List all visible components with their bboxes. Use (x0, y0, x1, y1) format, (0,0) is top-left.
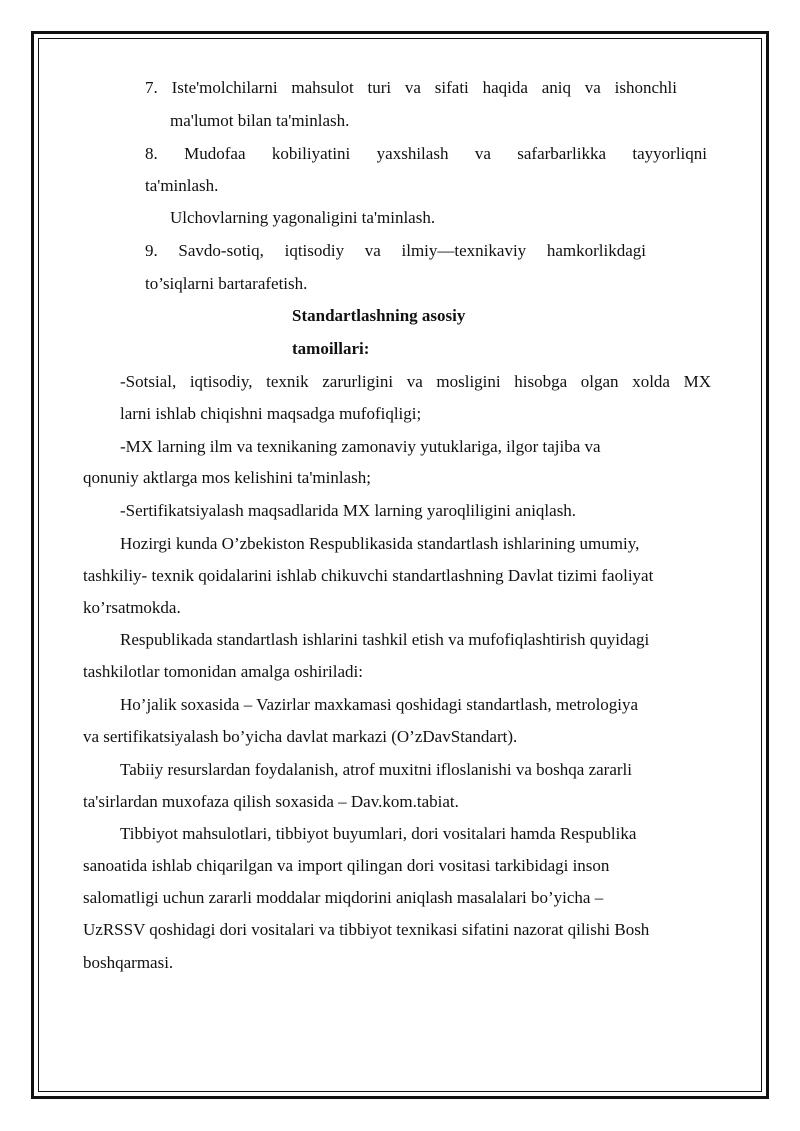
principle-1-cont: larni ishlab chiqishni maqsadga mufofiqligi; (120, 404, 422, 423)
paragraph-1-end: ko’rsatmokda. (83, 598, 181, 617)
list-item-7: 7. Iste'molchilarni mahsulot turi va sifati haqida aniq va ishonchli (145, 78, 677, 97)
paragraph-1-cont: tashkiliy- texnik qoidalarini ishlab chikuvchi standartlashning Davlat tizimi faoliyat (83, 566, 654, 585)
list-item-7-cont: ma'lumot bilan ta'minlash. (170, 111, 350, 130)
paragraph-2-cont: tashkilotlar tomonidan amalga oshiriladi: (83, 662, 363, 681)
list-item-8: 8. Mudofaa kobiliyatini yaxshilash va safarbarlikka tayyorliqni (145, 144, 707, 163)
section-heading: Standartlashning asosiy (292, 306, 466, 325)
paragraph-1: Hozirgi kunda O’zbekiston Respublikasida standartlash ishlarining umumiy, (120, 534, 640, 553)
list-item-ulchov: Ulchovlarning yagonaligini ta'minlash. (170, 208, 436, 227)
list-item-9: 9. Savdo-sotiq, iqtisodiy va ilmiy—texnikaviy hamkorlikdagi (145, 241, 646, 260)
paragraph-3: Ho’jalik soxasida – Vazirlar maxkamasi qoshidagi standartlash, metrologiya (120, 695, 639, 714)
paragraph-5: Tibbiyot mahsulotlari, tibbiyot buyumlari, dori vositalari hamda Respublika (120, 824, 637, 843)
principle-1: -Sotsial, iqtisodiy, texnik zarurligini va mosligini hisobga olgan xolda MX (120, 372, 711, 391)
section-heading-cont: tamoillari: (292, 339, 370, 358)
list-item-9-cont: to’siqlarni bartarafetish. (145, 274, 308, 293)
principle-2: -MX larning ilm va texnikaning zamonaviy yutuklariga, ilgor tajiba va (120, 437, 601, 456)
paragraph-5-end: boshqarmasi. (83, 953, 174, 972)
paragraph-4: Tabiiy resurslardan foydalanish, atrof muxitni ifloslanishi va boshqa zararli (120, 760, 632, 779)
paragraph-5-cont-2: salomatligi uchun zararli moddalar miqdorini aniqlash masalalari bo’yicha – (83, 888, 604, 907)
paragraph-5-cont-3: UzRSSV qoshidagi dori vositalari va tibbiyot texnikasi sifatini nazorat qilishi Bosh (83, 920, 650, 939)
paragraph-4-cont: ta'sirlardan muxofaza qilish soxasida – Dav.kom.tabiat. (83, 792, 459, 811)
principle-2-cont: qonuniy aktlarga mos kelishini ta'minlash; (83, 468, 371, 487)
paragraph-3-cont: va sertifikatsiyalash bo’yicha davlat markazi (O’zDavStandart). (83, 727, 518, 746)
paragraph-2: Respublikada standartlash ishlarini tashkil etish va mufofiqlashtirish quyidagi (120, 630, 650, 649)
principle-3: -Sertifikatsiyalash maqsadlarida MX larning yaroqliligini aniqlash. (120, 501, 577, 520)
list-item-8-cont: ta'minlash. (145, 176, 219, 195)
paragraph-5-cont-1: sanoatida ishlab chiqarilgan va import qilingan dori vositasi tarkibidagi inson (83, 856, 610, 875)
